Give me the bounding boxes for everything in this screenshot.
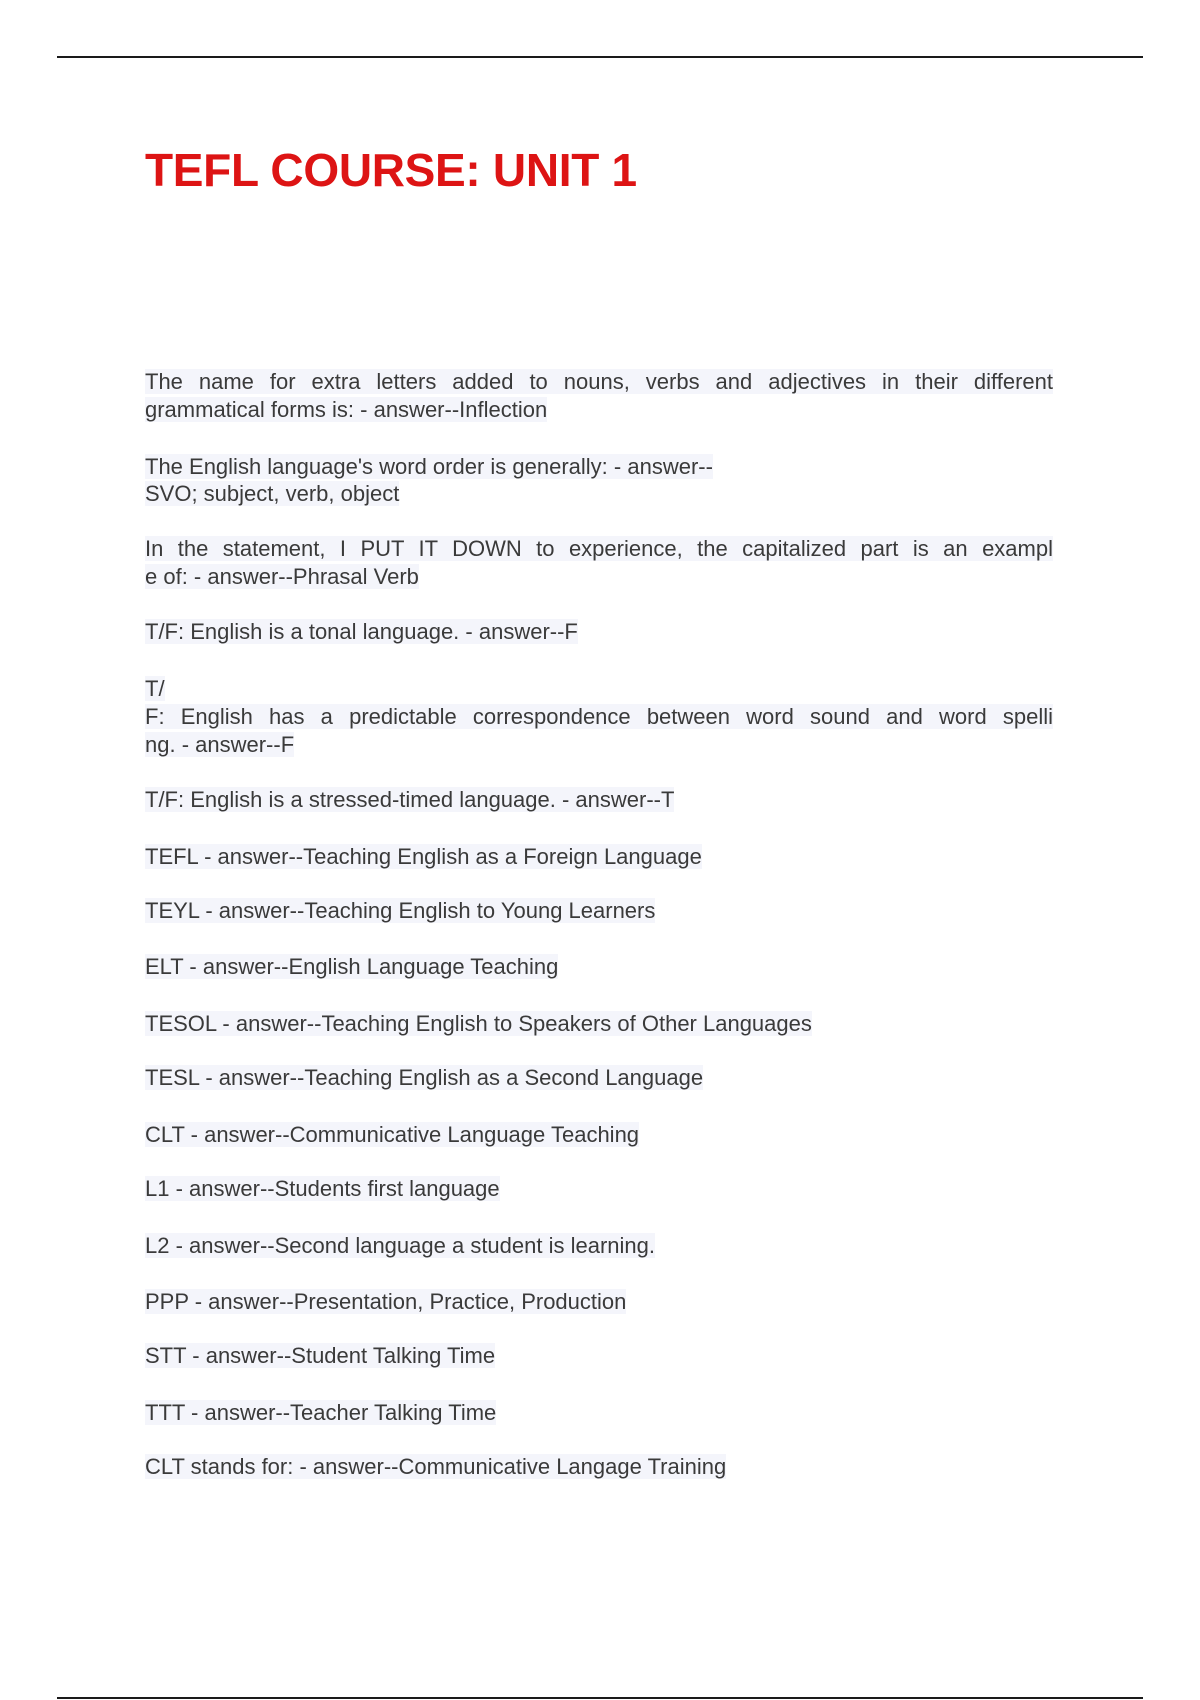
qa-line: STT - answer--Student Talking Time bbox=[145, 1343, 496, 1368]
qa-line: T/F: English is a stressed-timed language. - answer--T bbox=[145, 787, 675, 812]
qa-line: TESOL - answer--Teaching English to Speakers of Other Languages bbox=[145, 1011, 812, 1036]
qa-line: ng. - answer--F bbox=[145, 732, 295, 757]
qa-line: ELT - answer--English Language Teaching bbox=[145, 954, 559, 979]
qa-line: CLT - answer--Communicative Language Teaching bbox=[145, 1122, 640, 1147]
top-rule bbox=[57, 56, 1143, 58]
qa-line: L2 - answer--Second language a student is learning. bbox=[145, 1233, 655, 1258]
qa-line: T/F: English is a tonal language. - answer--F bbox=[145, 619, 578, 644]
qa-line: CLT stands for: - answer--Communicative Langage Training bbox=[145, 1454, 727, 1479]
qa-line: SVO; subject, verb, object bbox=[145, 481, 400, 506]
document-title: TEFL COURSE: UNIT 1 bbox=[145, 144, 637, 196]
qa-line: L1 - answer--Students first language bbox=[145, 1176, 500, 1201]
bottom-rule bbox=[57, 1697, 1143, 1699]
qa-line: F: English has a predictable correspondence between word sound and word spelli bbox=[145, 704, 1053, 729]
qa-line: The English language's word order is generally: - answer-- bbox=[145, 454, 713, 479]
qa-line: TTT - answer--Teacher Talking Time bbox=[145, 1400, 497, 1425]
qa-line: T/ bbox=[145, 676, 165, 701]
qa-line: In the statement, I PUT IT DOWN to experience, the capitalized part is an exampl bbox=[145, 536, 1053, 561]
qa-line: The name for extra letters added to nouns, verbs and adjectives in their different bbox=[145, 369, 1053, 394]
qa-line: TEYL - answer--Teaching English to Young Learners bbox=[145, 898, 656, 923]
qa-line: e of: - answer--Phrasal Verb bbox=[145, 564, 419, 589]
qa-line: PPP - answer--Presentation, Practice, Production bbox=[145, 1289, 627, 1314]
qa-line: TESL - answer--Teaching English as a Second Language bbox=[145, 1065, 704, 1090]
qa-line: grammatical forms is: - answer--Inflection bbox=[145, 397, 548, 422]
qa-line: TEFL - answer--Teaching English as a Foreign Language bbox=[145, 844, 702, 869]
